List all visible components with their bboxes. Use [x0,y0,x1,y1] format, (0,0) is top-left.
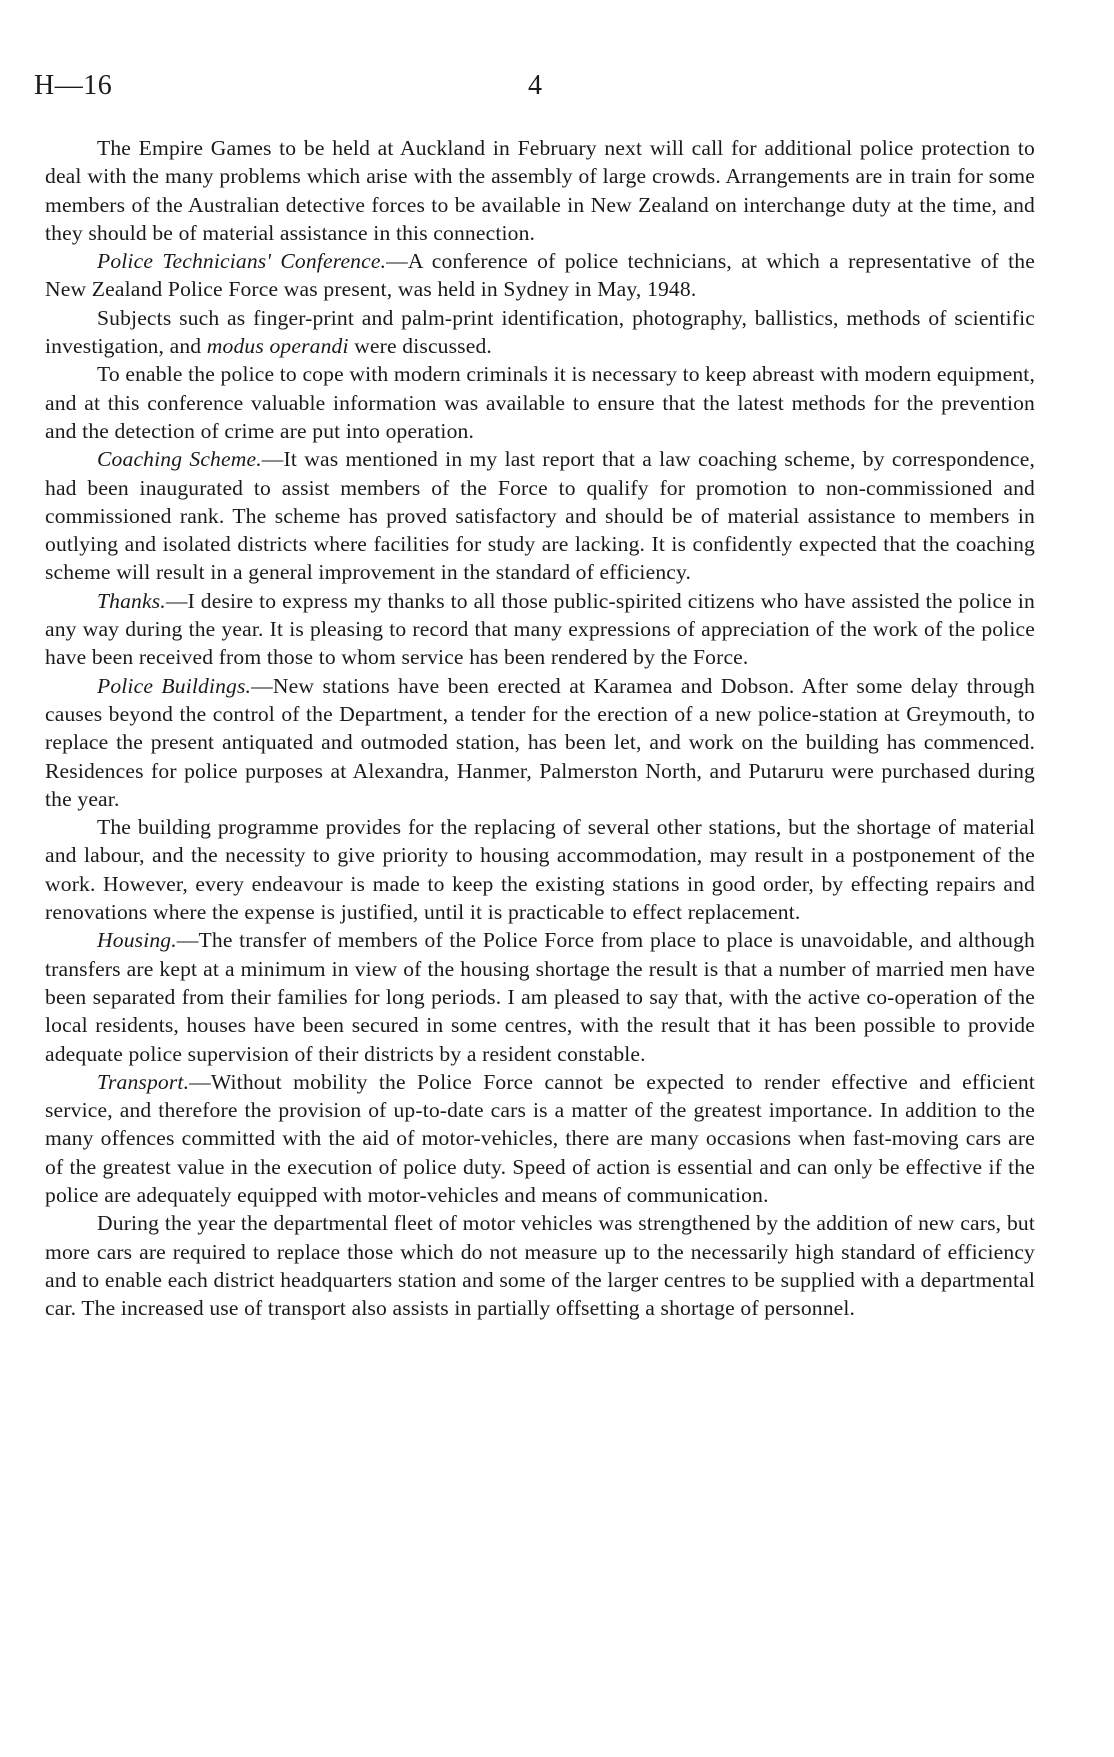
section-heading: Transport. [97,1069,190,1094]
paragraph-text: —I desire to express my thanks to all those public-spirited citizens who have assisted the police in any way during the year. It is pleasing to record that many expressions of appreciation of the work of the police have been received from those to whom service has been rendered by the Force. [45,588,1035,670]
paragraph-text: Subjects such as finger-print and palm-print identification, photography, ballistics, methods of scientific investigation, and [45,305,1035,359]
section-heading: Police Technicians' Conference. [97,249,387,274]
paragraph-text: —It was mentioned in my last report that a law coaching scheme, by correspondence, had been inaugurated to assist members of the Force to qualify for promotion to non-commissioned and commissioned rank. The scheme has proved satisfactory and should be of material assistance to members in outlying and isolated districts where facilities for study are lacking. It is confidently expected that the coaching scheme will result in a general improvement in the standard of efficiency. [45,447,1035,585]
body-text [45,134,1035,1322]
paragraph-text: —The transfer of members of the Police Force from place to place is unavoidable, and although transfers are kept at a minimum in view of the housing shortage the result is that a number of married men have been separated from their families for long periods. I am pleased to say that, with the active co-operation of the local residents, houses have been secured in some centres, with the result that it has been possible to provide adequate police supervision of their districts by a resident constable. [45,928,1035,1066]
paragraph-transport [45,1068,1035,1209]
paragraph-text: The building programme provides for the replacing of several other stations, but the shortage of material and labour, and the necessity to give priority to housing accommodation, may result in a postponement of the work. However, every endeavour is made to keep the existing stations in good order, by effecting repairs and renovations where the expense is justified, until it is practicable to effect replacement. [45,815,1035,925]
section-heading: Police Buildings. [97,673,252,698]
paragraph-coaching-scheme [45,445,1035,586]
paragraph-thanks [45,587,1035,672]
paragraph-technicians-conference [45,247,1035,304]
paragraph-text: To enable the police to cope with modern criminals it is necessary to keep abreast with modern equipment, and at this conference valuable information was available to ensure that the latest methods for the prevention and the detection of crime are put into operation. [45,362,1035,443]
page-number: 4 [528,70,542,101]
section-heading: Coaching Scheme. [97,447,262,472]
italic-term: modus operandi [206,334,349,359]
paragraph-empire-games [45,134,1035,247]
paragraph-modern-equipment [45,360,1035,445]
section-heading: Thanks. [97,588,166,613]
paragraph-text: —Without mobility the Police Force cannot be expected to render effective and efficient service, and therefore the provision of up-to-date cars is a matter of the greatest importance. In addition to the many offences committed with the aid of motor-vehicles, there are many occasions when fast-moving cars are of the greatest value in the execution of police duty. Speed of action is essential and can only be effective if the police are adequately equipped with motor-vehicles and means of communication. [45,1069,1035,1207]
paragraph-text: The Empire Games to be held at Auckland in February next will call for additional police protection to deal with the many problems which arise with the assembly of large crowds. Arrangements are in train for some members of the Australian detective forces to be available in New Zealand on interchange duty at the time, and they should be of material assistance in this connection. [45,136,1035,245]
paragraph-text: —A conference of police technicians, at which a representative of the New Zealand Police Force was present, was held in Sydney in May, 1948. [45,249,1035,302]
section-heading: Housing. [97,928,177,953]
page-header [34,70,1034,110]
paragraph-text: were discussed. [348,334,492,359]
paragraph-housing [45,926,1035,1067]
paragraph-text: —New stations have been erected at Karamea and Dobson. After some delay through causes beyond the control of the Department, a tender for the erection of a new police-station at Greymouth, to replace the present antiquated and outmoded station, has been let, and work on the building has commenced. Residences for police purposes at Alexandra, Hanmer, Palmerston North, and Putaruru were purchased during the year. [45,673,1035,811]
paragraph-police-buildings [45,672,1035,813]
document-code: H—16 [34,70,113,101]
paragraph-text: During the year the departmental fleet of motor vehicles was strengthened by the addition of new cars, but more cars are required to replace those which do not measure up to the necessarily high standard of efficiency and to enable each district headquarters station and some of the larger centres to be supplied with a departmental car. The increased use of transport also assists in partially offsetting a shortage of personnel. [45,1211,1035,1321]
paragraph-building-programme [45,813,1035,926]
paragraph-subjects [45,304,1035,361]
paragraph-motor-fleet [45,1209,1035,1322]
